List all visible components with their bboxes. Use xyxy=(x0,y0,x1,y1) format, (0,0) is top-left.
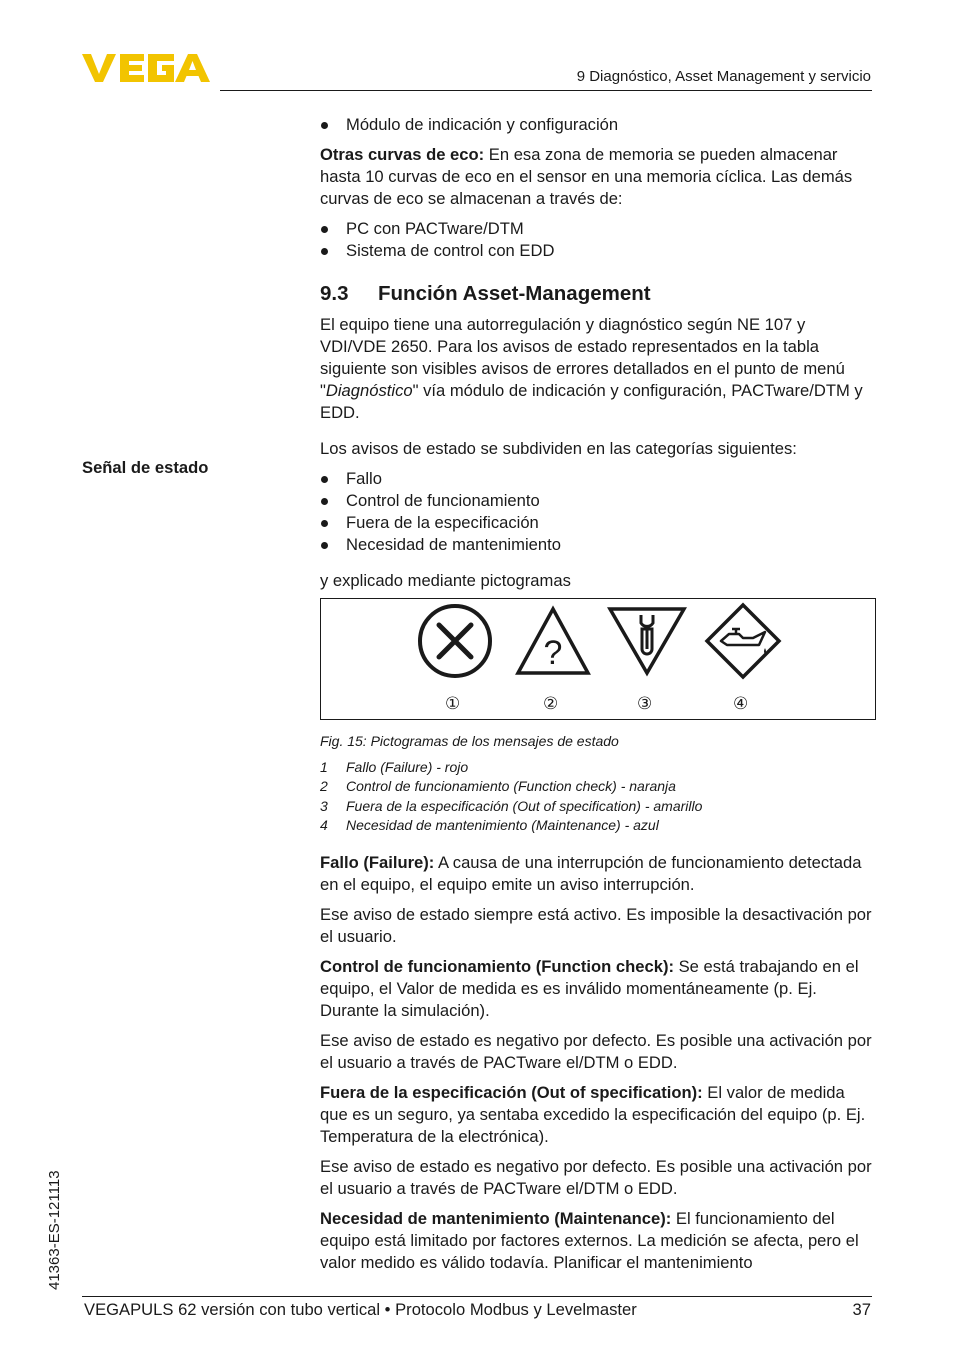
figure-number-4: ④ xyxy=(733,694,749,713)
list-item: Necesidad de mantenimiento xyxy=(320,534,876,556)
header-section-title: 9 Diagnóstico, Asset Management y servicio xyxy=(576,68,871,85)
paragraph-fallo-2: Ese aviso de estado siempre está activo. Es imposible la desactivación por el usuario. xyxy=(320,904,872,946)
footer-rule xyxy=(82,1296,872,1297)
side-label-status-signal: Señal de estado xyxy=(82,458,209,477)
paragraph-fallo xyxy=(320,852,876,896)
section-heading xyxy=(320,280,876,308)
term-fallo: Fallo (Failure): xyxy=(320,852,435,872)
legend-text: Necesidad de mantenimiento (Maintenance) - azul xyxy=(346,817,659,833)
list-item: PC con PACTware/DTM xyxy=(320,218,876,240)
vega-logo xyxy=(82,52,212,89)
paragraph-status-intro: Los avisos de estado se subdividen en las categorías siguientes: xyxy=(320,439,797,458)
page-number: 37 xyxy=(852,1300,871,1319)
legend-row xyxy=(320,777,876,797)
legend-row xyxy=(320,816,876,836)
paragraph-pictograms: y explicado mediante pictogramas xyxy=(320,571,571,590)
list-item: Módulo de indicación y configuración xyxy=(320,114,876,136)
footer-title: VEGAPULS 62 versión con tubo vertical • Protocolo Modbus y Levelmaster xyxy=(84,1300,637,1319)
figure-number-3: ③ xyxy=(637,694,653,713)
document-code: 41363-ES-121113 xyxy=(46,1170,63,1290)
paragraph-text: " vía módulo de indicación y configuración, PACTware/DTM y EDD. xyxy=(320,381,863,422)
figure-number-2: ② xyxy=(543,694,559,713)
paragraph-fuera xyxy=(320,1082,876,1148)
legend-text: Fallo (Failure) - rojo xyxy=(346,758,469,775)
term-otras-curvas: Otras curvas de eco: xyxy=(320,145,485,164)
figure-caption-block xyxy=(320,732,876,836)
list-item: Sistema de control con EDD xyxy=(320,240,876,262)
svg-text:?: ? xyxy=(543,634,563,672)
storage-bullets xyxy=(320,218,876,262)
main-content xyxy=(320,114,876,1282)
paragraph-text: El funcionamiento del equipo está limitado por factores externos. La medición se afecta, pero el valor medido es válido todavía. Planificar el mantenimiento xyxy=(320,1208,859,1272)
term-fuera: Fuera de la especificación (Out of specification): xyxy=(320,1082,703,1102)
paragraph-text: En esa zona de memoria se pueden almacenar hasta 10 curvas de eco en el sensor en una memoria cíclica. Las demás curvas de eco se almacenan a través de: xyxy=(320,145,853,208)
legend-number: 3 xyxy=(320,797,328,814)
out-of-spec-wrench-triangle-icon xyxy=(607,601,687,681)
header-rule xyxy=(220,90,872,91)
paragraph-section-intro xyxy=(320,314,876,424)
paragraph-mantenimiento xyxy=(320,1208,876,1274)
list-item: Fuera de la especificación xyxy=(320,512,876,534)
legend-number: 1 xyxy=(320,758,328,775)
figure-caption: Fig. 15: Pictogramas de los mensajes de estado xyxy=(320,733,619,749)
term-control: Control de funcionamiento (Function check): xyxy=(320,956,674,976)
paragraph-text: El equipo tiene una autorregulación y diagnóstico según NE 107 y VDI/VDE 2650. Para los avisos de estado representados en la tabla siguiente son visibles avisos de errores detallados en el punto de menú " xyxy=(320,315,845,400)
legend-row xyxy=(320,758,876,778)
status-category-list xyxy=(320,468,876,556)
pictogram-figure xyxy=(320,598,876,720)
function-check-question-triangle-icon xyxy=(513,601,593,681)
paragraph-text: El valor de medida que es un seguro, ya sentaba excedido la especificación del equipo (p. Ej. Temperatura de la electrónica). xyxy=(320,1082,866,1146)
paragraph-fuera-2: Ese aviso de estado es negativo por defecto. Es posible una activación por el usuario a través de PACTware el/DTM o EDD. xyxy=(320,1156,872,1198)
term-mantenimiento: Necesidad de mantenimiento (Maintenance): xyxy=(320,1208,672,1228)
paragraph-text: Se está trabajando en el equipo, el Valor de medida es es inválido momentáneamente (p. Ej. Durante la simulación). xyxy=(320,956,859,1020)
section-title: Función Asset-Management xyxy=(378,282,651,305)
legend-row xyxy=(320,797,876,817)
paragraph-otras-curvas xyxy=(320,144,876,210)
legend-number: 4 xyxy=(320,817,328,833)
intro-bullets xyxy=(320,114,876,136)
legend-number: 2 xyxy=(320,778,328,794)
figure-number-1: ① xyxy=(445,694,461,713)
list-item: Fallo xyxy=(320,468,876,490)
paragraph-control-2: Ese aviso de estado es negativo por defecto. Es posible una activación por el usuario a través de PACTware el/DTM o EDD. xyxy=(320,1030,872,1072)
legend-text: Control de funcionamiento (Function check) - naranja xyxy=(346,778,676,794)
failure-x-circle-icon xyxy=(415,601,495,681)
list-item: Control de funcionamiento xyxy=(320,490,876,512)
paragraph-text: A causa de una interrupción de funcionamiento detectada en el equipo, el equipo emite un aviso interrupción. xyxy=(320,852,862,894)
legend-text: Fuera de la especificación (Out of specification) - amarillo xyxy=(346,797,703,814)
section-number: 9.3 xyxy=(320,282,349,305)
menu-term: Diagnóstico xyxy=(325,381,413,400)
maintenance-oilcan-diamond-icon xyxy=(703,601,783,681)
paragraph-control xyxy=(320,956,876,1022)
